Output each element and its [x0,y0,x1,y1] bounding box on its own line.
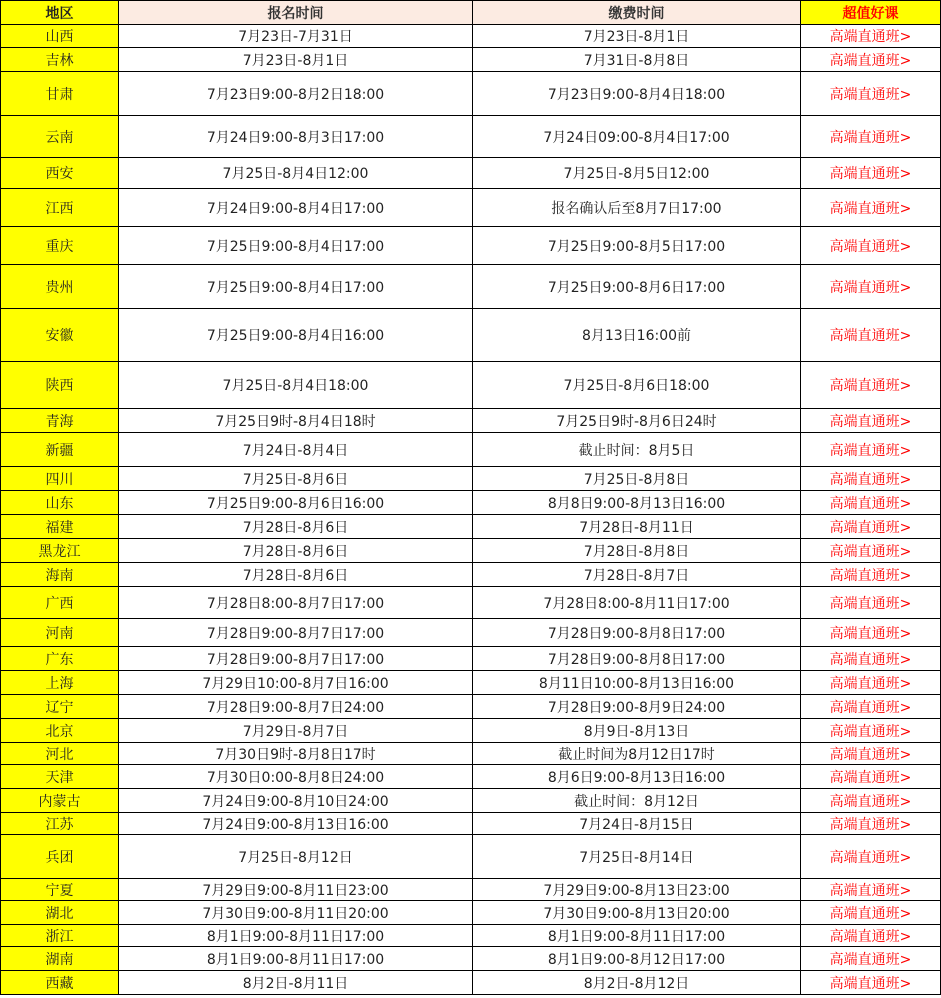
table-row [1,879,941,901]
payment-time-cell: 截止时间为8月12日17时 [473,743,801,765]
signup-time-cell: 7月25日9:00-8月4日17:00 [119,227,473,265]
payment-time-cell: 8月1日9:00-8月12日17:00 [473,947,801,971]
payment-time-cell: 7月31日-8月8日 [473,48,801,72]
region-cell: 兵团 [1,835,119,879]
region-cell: 浙江 [1,925,119,947]
promo-course-link[interactable]: 高端直通班> [801,901,941,925]
promo-course-link[interactable]: 高端直通班> [801,48,941,72]
signup-time-cell: 7月25日-8月4日12:00 [119,158,473,189]
payment-time-cell: 8月6日9:00-8月13日16:00 [473,765,801,789]
promo-course-link[interactable]: 高端直通班> [801,587,941,619]
signup-time-cell: 7月23日-8月1日 [119,48,473,72]
signup-time-cell: 7月25日9:00-8月4日17:00 [119,265,473,309]
table-row [1,116,941,158]
region-cell: 辽宁 [1,695,119,719]
promo-course-link[interactable]: 高端直通班> [801,647,941,671]
region-cell: 安徽 [1,309,119,362]
payment-time-cell: 8月11日10:00-8月13日16:00 [473,671,801,695]
payment-time-cell: 7月28日-8月8日 [473,539,801,563]
table-row [1,619,941,647]
payment-time-cell: 8月13日16:00前 [473,309,801,362]
signup-time-cell: 7月28日8:00-8月7日17:00 [119,587,473,619]
region-cell: 北京 [1,719,119,743]
promo-course-link[interactable]: 高端直通班> [801,158,941,189]
region-cell: 山东 [1,491,119,515]
region-cell: 黑龙江 [1,539,119,563]
promo-course-link[interactable]: 高端直通班> [801,879,941,901]
region-cell: 云南 [1,116,119,158]
promo-course-link[interactable]: 高端直通班> [801,719,941,743]
table-row [1,925,941,947]
table-row [1,491,941,515]
signup-time-cell: 7月23日-7月31日 [119,25,473,48]
region-cell: 山西 [1,25,119,48]
payment-time-cell: 7月24日-8月15日 [473,813,801,835]
table-row [1,563,941,587]
promo-course-link[interactable]: 高端直通班> [801,789,941,813]
promo-course-link[interactable]: 高端直通班> [801,467,941,491]
promo-course-link[interactable]: 高端直通班> [801,409,941,433]
table-row [1,647,941,671]
table-row [1,25,941,48]
table-row [1,587,941,619]
table-row [1,971,941,995]
table-row [1,789,941,813]
signup-time-cell: 7月29日9:00-8月11日23:00 [119,879,473,901]
payment-time-cell: 8月8日9:00-8月13日16:00 [473,491,801,515]
table-row [1,813,941,835]
signup-time-cell: 7月28日9:00-8月7日24:00 [119,695,473,719]
region-cell: 广西 [1,587,119,619]
table-row [1,265,941,309]
region-cell: 江西 [1,189,119,227]
payment-time-cell: 7月28日9:00-8月8日17:00 [473,619,801,647]
payment-time-cell: 7月24日09:00-8月4日17:00 [473,116,801,158]
region-cell: 海南 [1,563,119,587]
table-body [1,25,941,995]
signup-time-cell: 8月2日-8月11日 [119,971,473,995]
signup-time-cell: 7月25日-8月6日 [119,467,473,491]
table-row [1,309,941,362]
region-cell: 江苏 [1,813,119,835]
payment-time-cell: 报名确认后至8月7日17:00 [473,189,801,227]
region-cell: 青海 [1,409,119,433]
region-cell: 天津 [1,765,119,789]
promo-course-link[interactable]: 高端直通班> [801,813,941,835]
signup-time-cell: 7月25日9:00-8月4日16:00 [119,309,473,362]
promo-course-link[interactable]: 高端直通班> [801,671,941,695]
table-row [1,901,941,925]
payment-time-cell: 8月9日-8月13日 [473,719,801,743]
promo-course-link[interactable]: 高端直通班> [801,189,941,227]
payment-time-cell: 7月30日9:00-8月13日20:00 [473,901,801,925]
table-row [1,72,941,116]
table-row [1,227,941,265]
payment-time-cell: 7月28日-8月11日 [473,515,801,539]
table-row [1,743,941,765]
payment-time-cell: 7月25日-8月8日 [473,467,801,491]
promo-course-link[interactable]: 高端直通班> [801,116,941,158]
table-row [1,189,941,227]
promo-course-link[interactable]: 高端直通班> [801,227,941,265]
region-cell: 吉林 [1,48,119,72]
table-row [1,362,941,409]
region-cell: 湖北 [1,901,119,925]
promo-course-link[interactable]: 高端直通班> [801,309,941,362]
promo-course-link[interactable]: 高端直通班> [801,743,941,765]
payment-time-cell: 8月2日-8月12日 [473,971,801,995]
signup-time-cell: 7月29日-8月7日 [119,719,473,743]
table-row [1,433,941,467]
region-cell: 河北 [1,743,119,765]
promo-course-link[interactable]: 高端直通班> [801,25,941,48]
signup-time-cell: 7月28日9:00-8月7日17:00 [119,619,473,647]
table-row [1,695,941,719]
header-region: 地区 [1,1,119,25]
signup-time-cell: 7月25日-8月4日18:00 [119,362,473,409]
promo-course-link[interactable]: 高端直通班> [801,515,941,539]
promo-course-link[interactable]: 高端直通班> [801,765,941,789]
signup-time-cell: 7月29日10:00-8月7日16:00 [119,671,473,695]
payment-time-cell: 7月25日-8月5日12:00 [473,158,801,189]
table-row [1,539,941,563]
table-row [1,719,941,743]
signup-time-cell: 7月24日9:00-8月13日16:00 [119,813,473,835]
promo-course-link[interactable]: 高端直通班> [801,72,941,116]
signup-time-cell: 8月1日9:00-8月11日17:00 [119,925,473,947]
signup-time-cell: 7月30日9:00-8月11日20:00 [119,901,473,925]
table-row [1,947,941,971]
table-row [1,515,941,539]
region-cell: 广东 [1,647,119,671]
promo-course-link[interactable]: 高端直通班> [801,925,941,947]
payment-time-cell: 8月1日9:00-8月11日17:00 [473,925,801,947]
payment-time-cell: 7月28日8:00-8月11日17:00 [473,587,801,619]
table-row [1,409,941,433]
region-cell: 上海 [1,671,119,695]
promo-course-link[interactable]: 高端直通班> [801,835,941,879]
signup-time-cell: 7月24日9:00-8月4日17:00 [119,189,473,227]
payment-time-cell: 7月25日-8月6日18:00 [473,362,801,409]
region-cell: 西藏 [1,971,119,995]
promo-course-link[interactable]: 高端直通班> [801,947,941,971]
payment-time-cell: 7月25日9:00-8月5日17:00 [473,227,801,265]
region-cell: 重庆 [1,227,119,265]
header-signup-time: 报名时间 [119,1,473,25]
payment-time-cell: 7月23日-8月1日 [473,25,801,48]
payment-time-cell: 截止时间：8月5日 [473,433,801,467]
signup-time-cell: 7月30日0:00-8月8日24:00 [119,765,473,789]
region-cell: 四川 [1,467,119,491]
promo-course-link[interactable]: 高端直通班> [801,539,941,563]
signup-time-cell: 7月25日9:00-8月6日16:00 [119,491,473,515]
payment-time-cell: 7月25日9时-8月6日24时 [473,409,801,433]
signup-time-cell: 7月25日-8月12日 [119,835,473,879]
region-cell: 贵州 [1,265,119,309]
signup-time-cell: 7月24日9:00-8月3日17:00 [119,116,473,158]
region-cell: 宁夏 [1,879,119,901]
table-header-row [1,1,941,25]
payment-time-cell: 7月23日9:00-8月4日18:00 [473,72,801,116]
payment-time-cell: 7月28日-8月7日 [473,563,801,587]
region-cell: 陕西 [1,362,119,409]
signup-time-cell: 7月30日9时-8月8日17时 [119,743,473,765]
region-cell: 西安 [1,158,119,189]
promo-course-link[interactable]: 高端直通班> [801,563,941,587]
table-row [1,467,941,491]
region-cell: 河南 [1,619,119,647]
signup-time-cell: 7月28日-8月6日 [119,563,473,587]
signup-time-cell: 7月28日-8月6日 [119,515,473,539]
payment-time-cell: 7月25日-8月14日 [473,835,801,879]
promo-course-link[interactable]: 高端直通班> [801,971,941,995]
signup-time-cell: 7月24日-8月4日 [119,433,473,467]
signup-time-cell: 7月23日9:00-8月2日18:00 [119,72,473,116]
signup-time-cell: 8月1日9:00-8月11日17:00 [119,947,473,971]
payment-time-cell: 截止时间：8月12日 [473,789,801,813]
region-cell: 新疆 [1,433,119,467]
signup-time-cell: 7月28日-8月6日 [119,539,473,563]
region-cell: 内蒙古 [1,789,119,813]
table-row [1,158,941,189]
header-payment-time: 缴费时间 [473,1,801,25]
region-cell: 福建 [1,515,119,539]
promo-course-link[interactable]: 高端直通班> [801,695,941,719]
payment-time-cell: 7月25日9:00-8月6日17:00 [473,265,801,309]
payment-time-cell: 7月29日9:00-8月13日23:00 [473,879,801,901]
header-promo-course: 超值好课 [801,1,941,25]
payment-time-cell: 7月28日9:00-8月9日24:00 [473,695,801,719]
promo-course-link[interactable]: 高端直通班> [801,265,941,309]
table-row [1,765,941,789]
payment-time-cell: 7月28日9:00-8月8日17:00 [473,647,801,671]
signup-time-cell: 7月25日9时-8月4日18时 [119,409,473,433]
region-cell: 甘肃 [1,72,119,116]
table-row [1,835,941,879]
signup-time-cell: 7月28日9:00-8月7日17:00 [119,647,473,671]
promo-course-link[interactable]: 高端直通班> [801,491,941,515]
region-cell: 湖南 [1,947,119,971]
promo-course-link[interactable]: 高端直通班> [801,362,941,409]
promo-course-link[interactable]: 高端直通班> [801,619,941,647]
table-row [1,48,941,72]
signup-time-cell: 7月24日9:00-8月10日24:00 [119,789,473,813]
promo-course-link[interactable]: 高端直通班> [801,433,941,467]
table-row [1,671,941,695]
